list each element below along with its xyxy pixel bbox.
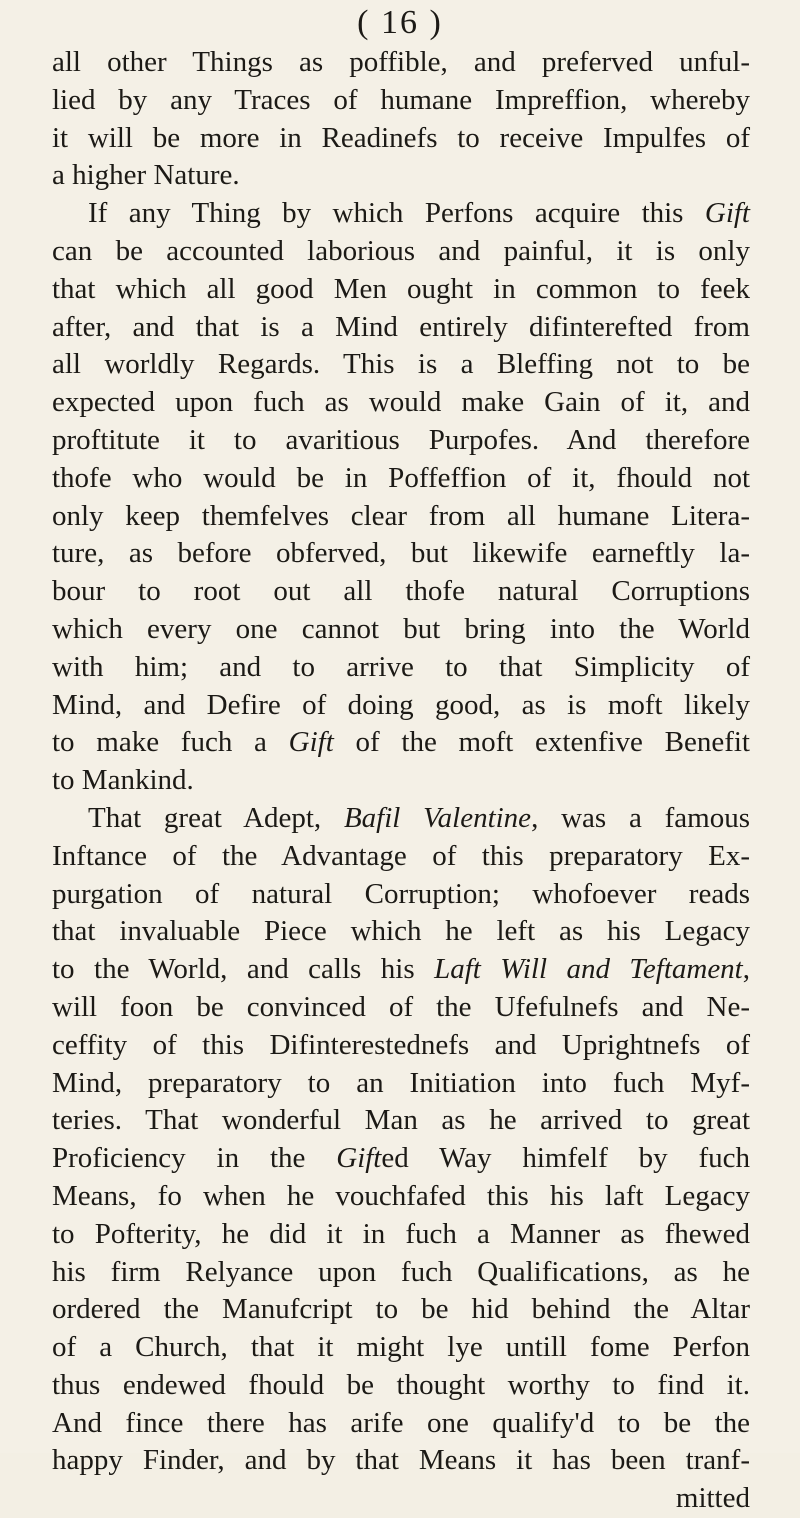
text-line: happy Finder, and by that Means it has been tranf- [52, 1444, 750, 1477]
text-line: a higher Nature. [52, 159, 240, 192]
text-line: with him; and to arrive to that Simplicity of [52, 650, 750, 683]
page-number: ( 16 ) [357, 4, 443, 41]
text-line: teries. That wonderful Man as he arrived to great [52, 1104, 750, 1137]
text-line: proftitute it to avaritious Purpofes. And therefore [52, 423, 750, 456]
text-line: purgation of natural Corruption; whofoever reads [52, 877, 750, 910]
text-line: Inftance of the Advantage of this preparatory Ex- [52, 839, 750, 872]
text-line: will foon be convinced of the Ufefulnefs and Ne- [52, 990, 750, 1023]
text-line: his firm Relyance upon fuch Qualifications, as he [52, 1255, 750, 1288]
text-line: thus endewed fhould be thought worthy to find it. [52, 1368, 750, 1401]
text-line: it will be more in Readinefs to receive Impulfes of [52, 121, 750, 154]
text-line: If any Thing by which Perfons acquire this Gift [88, 197, 750, 230]
text-line: ordered the Manufcript to be hid behind the Altar [52, 1293, 750, 1326]
text-line: ceffity of this Difinterestednefs and Uprightnefs of [52, 1028, 750, 1061]
text-line: that which all good Men ought in common to feek [52, 272, 750, 305]
text-line: to Mankind. [52, 764, 194, 797]
text-line: that invaluable Piece which he left as his Legacy [52, 915, 750, 948]
catchword: mitted [675, 1482, 750, 1515]
text-line: to make fuch a Gift of the moft extenfive Benefit [52, 726, 750, 759]
text-line: to Pofterity, he did it in fuch a Manner as fhewed [52, 1217, 750, 1250]
text-line: Mind, and Defire of doing good, as is moft likely [52, 688, 750, 721]
text-line: Mind, preparatory to an Initiation into fuch Myf- [52, 1066, 750, 1099]
text-line: bour to root out all thofe natural Corruptions [52, 575, 750, 608]
text-line: all worldly Regards. This is a Bleffing not to be [52, 348, 750, 381]
text-line: That great Adept, Bafil Valentine, was a famous [88, 801, 750, 834]
text-line: of a Church, that it might lye untill fome Perfon [52, 1331, 750, 1364]
text-line: all other Things as poffible, and preferved unful- [52, 46, 750, 78]
body-text [52, 44, 750, 1518]
text-line: after, and that is a Mind entirely difinterefted from [52, 310, 750, 343]
text-line: And fince there has arife one qualify'd to be the [52, 1406, 750, 1439]
text-line: which every one cannot but bring into the World [52, 612, 750, 645]
text-line: Means, fo when he vouchfafed this his laft Legacy [52, 1179, 750, 1212]
text-line: thofe who would be in Poffeffion of it, fhould not [52, 461, 750, 494]
text-line: lied by any Traces of humane Impreffion, whereby [52, 83, 750, 116]
text-line: ture, as before obferved, but likewife earneftly la- [52, 537, 750, 570]
text-line: can be accounted laborious and painful, it is only [52, 234, 750, 267]
text-line: only keep themfelves clear from all humane Litera- [52, 499, 750, 532]
text-line: expected upon fuch as would make Gain of it, and [52, 386, 750, 419]
text-line: to the World, and calls his Laft Will and Teftament, [52, 953, 750, 986]
text-line: Proficiency in the Gifted Way himfelf by fuch [52, 1142, 750, 1175]
